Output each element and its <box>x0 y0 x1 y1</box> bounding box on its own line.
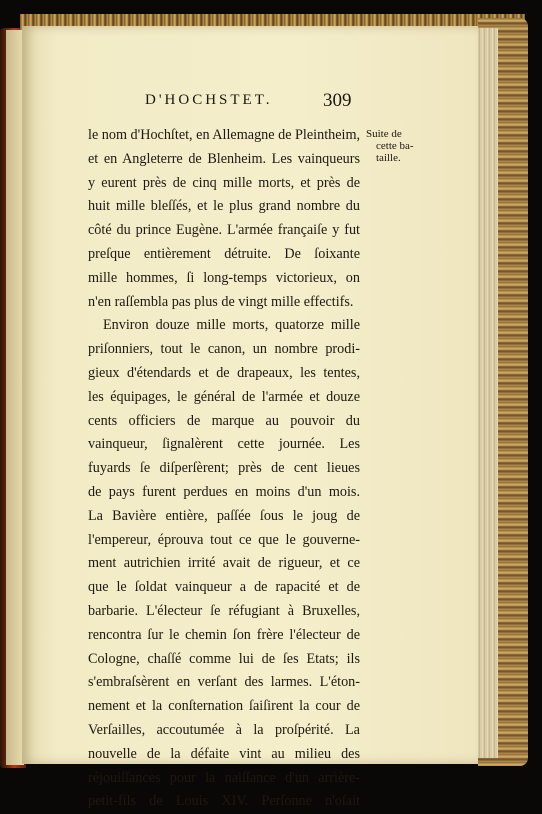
text-line: que le ſoldat vainqueur a de rapacité et de <box>88 579 360 596</box>
text-line: preſque entièrement détruite. De ſoixante <box>88 245 360 262</box>
text-line: priſonniers, tout le canon, un nombre prodi- <box>88 341 360 358</box>
text-line: de pays furent perdues en moins d'un mois. <box>88 483 360 500</box>
page-header <box>0 92 542 116</box>
text-line: vainqueur, ſignalèrent cette journée. Les <box>88 436 360 453</box>
text-line: le nom d'Hochſtet, en Allemagne de Pleintheim, <box>88 127 361 143</box>
text-line: Cologne, chaſſé comme lui de ſes Etats; ils <box>88 650 360 667</box>
running-head: D'HOCHSTET. <box>145 92 273 108</box>
text-line: mille hommes, ſi long-temps victorieux, on <box>88 269 360 286</box>
text-line: La Bavière entière, paſſée ſous le joug de <box>88 507 360 524</box>
text-line: y eurent près de cinq mille morts, et près de <box>88 174 360 191</box>
margin-note-line: cette ba- <box>376 140 414 152</box>
text-line: réjouiſſances pour la naiſſance d'un arrière- <box>88 769 360 786</box>
margin-note <box>366 128 416 164</box>
text-line: s'embraſsèrent en verſant des larmes. L'éton- <box>88 674 360 691</box>
text-line: cents officiers de marque au pouvoir du <box>88 412 360 429</box>
text-line: rencontra ſur le chemin ſon frère l'électeur de <box>88 626 360 643</box>
body-text <box>88 124 360 814</box>
page-edges <box>476 28 498 758</box>
margin-note-line: Suite de <box>366 128 402 140</box>
text-line: fuyards ſe diſperſèrent; près de cent lieues <box>88 460 360 477</box>
text-line: huit mille bleſſés, et le plus grand nombre du <box>88 198 360 215</box>
text-line: les équipages, le général de l'armée et douze <box>88 388 360 405</box>
text-line: Verſailles, accoutumée à la proſpérité. La <box>88 721 360 738</box>
text-line: Environ douze mille morts, quatorze mille <box>103 317 360 334</box>
text-line: petit-fils de Louis XIV. Perſonne n'oſait <box>88 793 360 810</box>
text-line: barbarie. L'électeur ſe réfugiant à Bruxelles, <box>88 602 360 619</box>
text-line: n'en raſſembla pas plus de vingt mille effectifs. <box>88 293 354 310</box>
text-line: l'empereur, éprouva tout ce que le gouverne- <box>88 531 360 548</box>
text-line: gieux d'étendards et de drapeaux, les tentes, <box>88 364 360 381</box>
text-line: et en Angleterre de Blenheim. Les vainqueurs <box>88 150 360 167</box>
margin-note-line: taille. <box>376 152 401 164</box>
text-line: ment autrichien irrité avait de rigueur, et ce <box>88 555 360 572</box>
page-number: 309 <box>323 90 352 111</box>
text-line: côté du prince Eugène. L'armée françaiſe y fut <box>88 222 360 239</box>
text-line: nouvelle de la défaite vint au milieu des <box>88 745 360 762</box>
text-line: nement et la conſternation ſaiſirent la cour de <box>88 698 360 715</box>
